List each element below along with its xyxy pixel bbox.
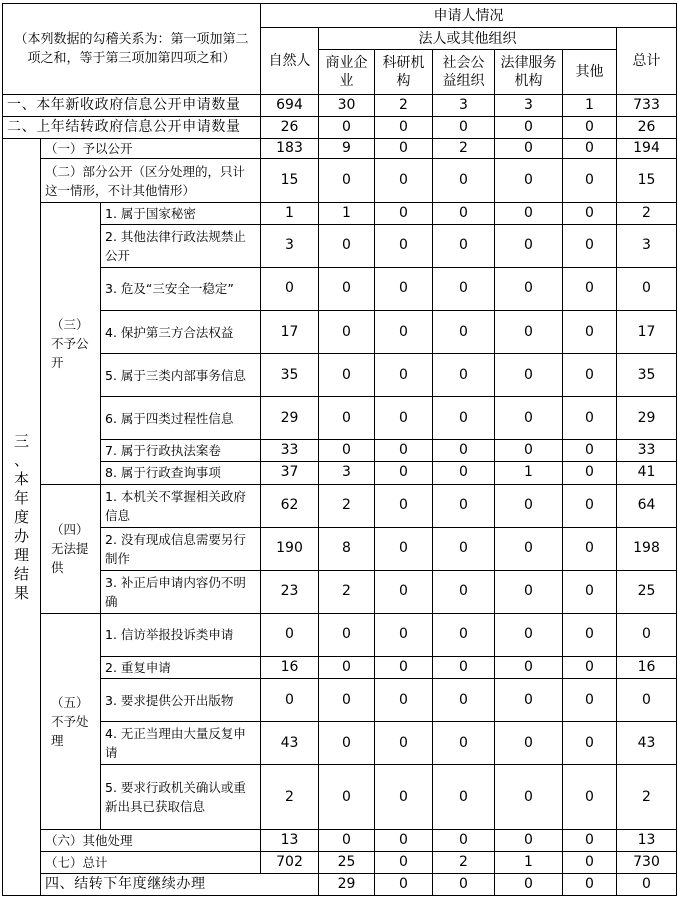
cell-natural: 23 bbox=[261, 570, 319, 613]
row-label: 8. 属于行政查询事项 bbox=[101, 462, 261, 484]
cell-social: 0 bbox=[433, 679, 495, 722]
cell-social: 0 bbox=[433, 267, 495, 310]
row-label: 4. 无正当理由大量反复申请 bbox=[101, 722, 261, 765]
commercial-header: 商业企业 bbox=[319, 50, 375, 95]
cell-other: 0 bbox=[563, 765, 617, 829]
cell-research: 0 bbox=[375, 570, 433, 613]
social-welfare-header: 社会公益组织 bbox=[433, 50, 495, 95]
cell-legal: 0 bbox=[495, 267, 563, 310]
row-label: 2. 其他法律行政法规禁止公开 bbox=[101, 224, 261, 267]
cell-social: 0 bbox=[433, 829, 495, 851]
row-label: 4. 保护第三方合法权益 bbox=[101, 310, 261, 353]
cell-research: 0 bbox=[375, 139, 433, 159]
cell-natural: 33 bbox=[261, 440, 319, 462]
cell-research: 0 bbox=[375, 657, 433, 679]
cell-social: 0 bbox=[433, 527, 495, 570]
table-row bbox=[3, 224, 677, 267]
applicant-situation-header: 申请人情况 bbox=[261, 4, 677, 28]
table-row bbox=[3, 397, 677, 440]
cell-total: 730 bbox=[617, 851, 677, 873]
cell-commercial: 1 bbox=[319, 202, 375, 224]
cell-total: 43 bbox=[617, 722, 677, 765]
cell-other: 0 bbox=[563, 570, 617, 613]
cell-other: 0 bbox=[563, 527, 617, 570]
row-label: 2. 没有现成信息需要另行制作 bbox=[101, 527, 261, 570]
cell-natural: 1 bbox=[261, 202, 319, 224]
cell-other: 0 bbox=[563, 224, 617, 267]
cell-legal: 1 bbox=[495, 462, 563, 484]
table-row bbox=[3, 95, 677, 117]
legal-service-header: 法律服务机构 bbox=[495, 50, 563, 95]
cell-commercial: 0 bbox=[319, 117, 375, 139]
row-label: 7. 属于行政执法案卷 bbox=[101, 440, 261, 462]
cell-social: 2 bbox=[433, 139, 495, 159]
cell-commercial: 0 bbox=[319, 310, 375, 353]
cell-commercial: 2 bbox=[319, 484, 375, 527]
cell-total: 2 bbox=[617, 202, 677, 224]
cell-legal: 0 bbox=[495, 224, 563, 267]
cell-total: 0 bbox=[617, 679, 677, 722]
cell-legal: 0 bbox=[495, 722, 563, 765]
cell-research: 0 bbox=[375, 484, 433, 527]
cell-social: 0 bbox=[433, 570, 495, 613]
table-row bbox=[3, 851, 677, 873]
cell-other: 0 bbox=[563, 679, 617, 722]
cell-social: 0 bbox=[433, 310, 495, 353]
cell-research: 0 bbox=[375, 462, 433, 484]
table-row bbox=[3, 873, 677, 895]
cell-commercial: 0 bbox=[375, 873, 433, 895]
cell-natural: 29 bbox=[319, 873, 375, 895]
table-row bbox=[3, 159, 677, 202]
table-row bbox=[3, 267, 677, 310]
cell-research: 0 bbox=[375, 159, 433, 202]
cell-other: 0 bbox=[563, 462, 617, 484]
cell-total: 16 bbox=[617, 657, 677, 679]
cell-research: 0 bbox=[375, 765, 433, 829]
cell-natural: 15 bbox=[261, 159, 319, 202]
cell-research: 0 bbox=[375, 310, 433, 353]
cell-social: 0 bbox=[433, 613, 495, 656]
cell-legal: 0 bbox=[495, 765, 563, 829]
cell-total: 3 bbox=[617, 224, 677, 267]
table-row bbox=[3, 440, 677, 462]
cell-natural: 0 bbox=[261, 679, 319, 722]
cell-other: 0 bbox=[563, 139, 617, 159]
note-cell: （本列数据的勾稽关系为：第一项加第二项之和，等于第三项加第四项之和） bbox=[3, 4, 261, 95]
cell-legal: 1 bbox=[495, 851, 563, 873]
cell-legal: 0 bbox=[495, 484, 563, 527]
cell-commercial: 0 bbox=[319, 267, 375, 310]
cell-social: 0 bbox=[433, 484, 495, 527]
row-label: 3. 要求提供公开出版物 bbox=[101, 679, 261, 722]
cell-natural: 2 bbox=[261, 765, 319, 829]
table-row bbox=[3, 722, 677, 765]
research-header: 科研机构 bbox=[375, 50, 433, 95]
cell-total: 0 bbox=[617, 613, 677, 656]
cell-social: 0 bbox=[433, 159, 495, 202]
cell-legal: 0 bbox=[495, 354, 563, 397]
cell-legal: 0 bbox=[495, 117, 563, 139]
cell-commercial: 0 bbox=[319, 397, 375, 440]
cell-legal: 0 bbox=[495, 657, 563, 679]
cell-social: 0 bbox=[433, 117, 495, 139]
cell-legal: 0 bbox=[495, 139, 563, 159]
cell-total: 17 bbox=[617, 310, 677, 353]
section3-label: 三 、 本 年 度 办 理 结 果 bbox=[3, 139, 41, 896]
cell-research: 2 bbox=[375, 95, 433, 117]
cell-total: 25 bbox=[617, 570, 677, 613]
cell-social: 0 bbox=[433, 354, 495, 397]
cell-research: 0 bbox=[375, 117, 433, 139]
cell-research: 0 bbox=[375, 851, 433, 873]
table-row bbox=[3, 117, 677, 139]
cell-social: 0 bbox=[433, 722, 495, 765]
cell-natural: 62 bbox=[261, 484, 319, 527]
cell-total: 41 bbox=[617, 462, 677, 484]
cell-other: 0 bbox=[563, 397, 617, 440]
row-label: 6. 属于四类过程性信息 bbox=[101, 397, 261, 440]
cell-research: 0 bbox=[433, 873, 495, 895]
cell-natural: 17 bbox=[261, 310, 319, 353]
cell-research: 0 bbox=[375, 354, 433, 397]
row-label: 一、本年新收政府信息公开申请数量 bbox=[3, 95, 261, 117]
cell-other: 0 bbox=[563, 440, 617, 462]
cell-legal: 0 bbox=[495, 440, 563, 462]
cell-legal: 0 bbox=[495, 679, 563, 722]
row-label: （六）其他处理 bbox=[41, 829, 261, 851]
cell-commercial: 0 bbox=[319, 657, 375, 679]
table-row bbox=[3, 657, 677, 679]
cell-legal: 0 bbox=[563, 873, 617, 895]
cell-natural: 29 bbox=[261, 397, 319, 440]
table-row bbox=[3, 679, 677, 722]
total-header: 总计 bbox=[617, 28, 677, 95]
cell-natural: 183 bbox=[261, 139, 319, 159]
cell-social: 0 bbox=[433, 224, 495, 267]
cell-total: 35 bbox=[617, 354, 677, 397]
cell-commercial: 30 bbox=[319, 95, 375, 117]
cell-research: 0 bbox=[375, 722, 433, 765]
cell-other: 0 bbox=[563, 722, 617, 765]
cell-research: 0 bbox=[375, 829, 433, 851]
cell-social: 0 bbox=[433, 440, 495, 462]
cell-total: 33 bbox=[617, 440, 677, 462]
cell-natural: 35 bbox=[261, 354, 319, 397]
group-label: （五）不予处理 bbox=[41, 613, 101, 829]
row-label: （七）总计 bbox=[41, 851, 261, 873]
cell-natural: 190 bbox=[261, 527, 319, 570]
gov-info-disclosure-table bbox=[2, 3, 677, 896]
legal-or-other-header: 法人或其他组织 bbox=[319, 28, 617, 50]
cell-research: 0 bbox=[375, 527, 433, 570]
table-row bbox=[3, 139, 677, 159]
cell-other: 0 bbox=[563, 117, 617, 139]
table-row bbox=[3, 570, 677, 613]
cell-other: 0 bbox=[563, 829, 617, 851]
row-label: （一）予以公开 bbox=[41, 139, 261, 159]
cell-natural: 0 bbox=[261, 613, 319, 656]
cell-total: 15 bbox=[617, 159, 677, 202]
cell-other: 0 bbox=[563, 267, 617, 310]
cell-natural: 16 bbox=[261, 657, 319, 679]
cell-research: 0 bbox=[375, 202, 433, 224]
cell-legal: 0 bbox=[495, 202, 563, 224]
row-label: 3. 补正后申请内容仍不明确 bbox=[101, 570, 261, 613]
cell-other: 0 bbox=[563, 202, 617, 224]
row-label: 四、结转下年度继续办理 bbox=[41, 873, 319, 895]
cell-commercial: 0 bbox=[319, 613, 375, 656]
table-row bbox=[3, 829, 677, 851]
cell-total: 733 bbox=[617, 95, 677, 117]
table-row bbox=[3, 527, 677, 570]
cell-other: 0 bbox=[563, 484, 617, 527]
cell-legal: 3 bbox=[495, 95, 563, 117]
table-row bbox=[3, 310, 677, 353]
cell-other: 0 bbox=[563, 354, 617, 397]
cell-total: 64 bbox=[617, 484, 677, 527]
cell-social: 0 bbox=[433, 462, 495, 484]
cell-research: 0 bbox=[375, 224, 433, 267]
cell-other: 0 bbox=[563, 613, 617, 656]
cell-total: 29 bbox=[617, 397, 677, 440]
cell-other: 0 bbox=[563, 851, 617, 873]
cell-legal: 0 bbox=[495, 527, 563, 570]
cell-commercial: 0 bbox=[319, 679, 375, 722]
cell-natural: 3 bbox=[261, 224, 319, 267]
cell-total: 2 bbox=[617, 765, 677, 829]
row-label: 2. 重复申请 bbox=[101, 657, 261, 679]
table-row bbox=[3, 484, 677, 527]
table-row bbox=[3, 202, 677, 224]
cell-total: 26 bbox=[617, 117, 677, 139]
cell-research: 0 bbox=[375, 679, 433, 722]
cell-research: 0 bbox=[375, 440, 433, 462]
cell-other: 0 bbox=[563, 310, 617, 353]
cell-natural: 13 bbox=[261, 829, 319, 851]
cell-social: 3 bbox=[433, 95, 495, 117]
cell-commercial: 0 bbox=[319, 829, 375, 851]
cell-commercial: 25 bbox=[319, 851, 375, 873]
cell-legal: 0 bbox=[495, 397, 563, 440]
cell-other: 0 bbox=[617, 873, 677, 895]
cell-legal: 0 bbox=[495, 159, 563, 202]
group-label: （三）不予公开 bbox=[41, 202, 101, 484]
cell-social: 0 bbox=[433, 765, 495, 829]
cell-commercial: 2 bbox=[319, 570, 375, 613]
cell-commercial: 3 bbox=[319, 462, 375, 484]
cell-natural: 26 bbox=[261, 117, 319, 139]
cell-commercial: 0 bbox=[319, 440, 375, 462]
table-row bbox=[3, 765, 677, 829]
cell-natural: 37 bbox=[261, 462, 319, 484]
cell-other: 0 bbox=[563, 159, 617, 202]
cell-commercial: 0 bbox=[319, 354, 375, 397]
cell-total: 13 bbox=[617, 829, 677, 851]
cell-research: 0 bbox=[375, 397, 433, 440]
cell-social: 0 bbox=[433, 397, 495, 440]
other-header: 其他 bbox=[563, 50, 617, 95]
cell-total: 194 bbox=[617, 139, 677, 159]
row-label: 1. 属于国家秘密 bbox=[101, 202, 261, 224]
cell-legal: 0 bbox=[495, 829, 563, 851]
cell-commercial: 9 bbox=[319, 139, 375, 159]
cell-research: 0 bbox=[375, 267, 433, 310]
cell-natural: 694 bbox=[261, 95, 319, 117]
row-label: 1. 信访举报投诉类申请 bbox=[101, 613, 261, 656]
row-label: 1. 本机关不掌握相关政府信息 bbox=[101, 484, 261, 527]
cell-commercial: 0 bbox=[319, 159, 375, 202]
cell-total: 198 bbox=[617, 527, 677, 570]
cell-natural: 0 bbox=[261, 267, 319, 310]
natural-person-header: 自然人 bbox=[261, 28, 319, 95]
cell-social: 0 bbox=[433, 657, 495, 679]
cell-legal: 0 bbox=[495, 310, 563, 353]
cell-total: 0 bbox=[617, 267, 677, 310]
row-label: （二）部分公开（区分处理的，只计这一情形，不计其他情形） bbox=[41, 159, 261, 202]
table-row bbox=[3, 613, 677, 656]
cell-commercial: 0 bbox=[319, 224, 375, 267]
cell-social: 2 bbox=[433, 851, 495, 873]
row-label: 二、上年结转政府信息公开申请数量 bbox=[3, 117, 261, 139]
cell-social: 0 bbox=[433, 202, 495, 224]
row-label: 3. 危及“三安全一稳定” bbox=[101, 267, 261, 310]
cell-legal: 0 bbox=[495, 613, 563, 656]
cell-social: 0 bbox=[495, 873, 563, 895]
cell-natural: 43 bbox=[261, 722, 319, 765]
cell-natural: 702 bbox=[261, 851, 319, 873]
group-label: （四）无法提供 bbox=[41, 484, 101, 613]
cell-research: 0 bbox=[375, 613, 433, 656]
cell-commercial: 0 bbox=[319, 765, 375, 829]
cell-other: 1 bbox=[563, 95, 617, 117]
table-row bbox=[3, 354, 677, 397]
cell-legal: 0 bbox=[495, 570, 563, 613]
cell-commercial: 0 bbox=[319, 722, 375, 765]
row-label: 5. 属于三类内部事务信息 bbox=[101, 354, 261, 397]
cell-other: 0 bbox=[563, 657, 617, 679]
cell-commercial: 8 bbox=[319, 527, 375, 570]
row-label: 5. 要求行政机关确认或重新出具已获取信息 bbox=[101, 765, 261, 829]
table-row bbox=[3, 462, 677, 484]
